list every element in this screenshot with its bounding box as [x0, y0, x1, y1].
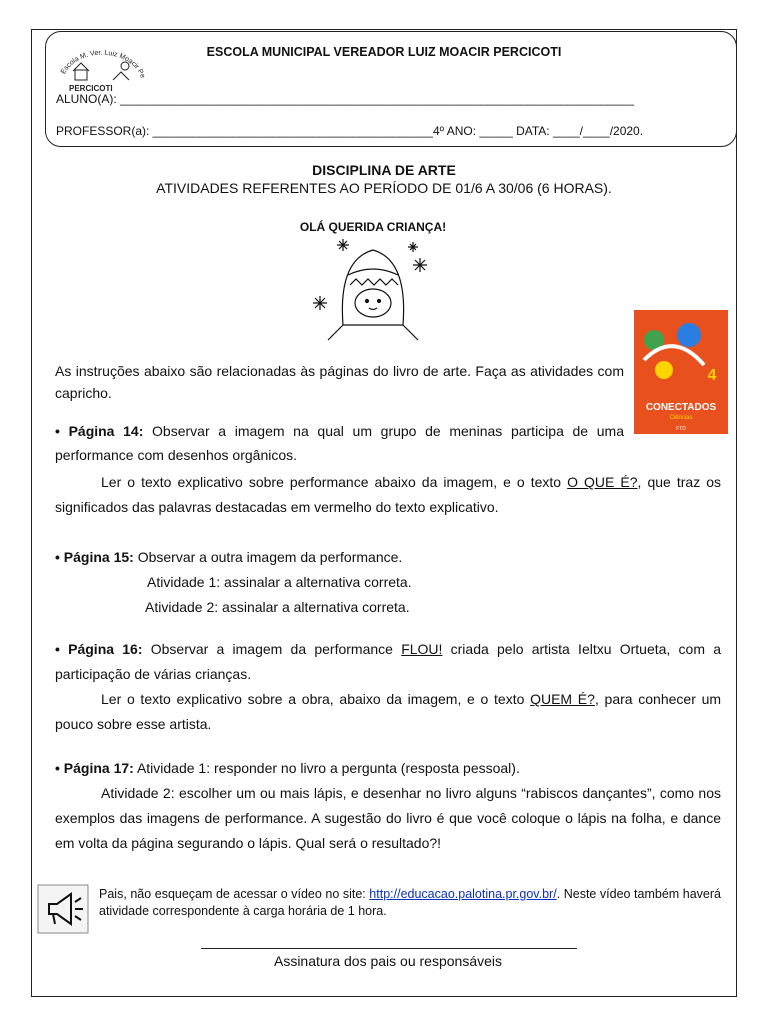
discipline-subtitle: ATIVIDADES REFERENTES AO PERÍODO DE 01/6 A 30/06 (6 HORAS).: [156, 180, 612, 196]
quem-e-link: QUEM É?: [530, 691, 595, 707]
svg-text:PERCICOTI: PERCICOTI: [69, 84, 113, 93]
svg-text:4: 4: [707, 367, 717, 384]
signature-label: Assinatura dos pais ou responsáveis: [273, 953, 503, 969]
professor-field[interactable]: PROFESSOR(a): __________________________________________4º ANO: _____ DATA: ____/____/2020.: [56, 124, 644, 138]
page17-block: • Página 17: Atividade 1: responder no livro a pergunta (resposta pessoal). Atividade 2: escolher um ou mais lápis, e desenhar no livro alguns “rabiscos dançantes”, como nos exemplos das imagens de performance. A sugestão do livro é que você coloque o lápis na folha, e dance em volta da página segurando o lápis. Qual será o resultado?!: [55, 760, 721, 851]
o-que-e-link: O QUE É?: [567, 474, 638, 490]
svg-text:CONECTADOS: CONECTADOS: [645, 402, 717, 413]
page14-text: Observar a imagem na qual um grupo de meninas participa de uma performance com desenhos orgânicos.: [55, 423, 624, 463]
page15-label: • Página 15:: [55, 549, 134, 565]
aluno-field[interactable]: ALUNO(A): _____________________________________________________________________________: [56, 92, 634, 106]
svg-text:FTD: FTD: [676, 426, 686, 432]
book-cover-image: [634, 310, 728, 434]
greeting-illustration: [298, 215, 448, 345]
svg-text:OLÁ QUERIDA CRIANÇA!: OLÁ QUERIDA CRIANÇA!: [299, 220, 447, 234]
page15-activity2: Atividade 2: assinalar a alternativa correta.: [145, 599, 410, 615]
intro-text: As instruções abaixo são relacionadas às páginas do livro de arte. Faça as atividades com capricho.: [55, 363, 624, 401]
megaphone-icon: [37, 884, 89, 934]
school-name: ESCOLA MUNICIPAL VEREADOR LUIZ MOACIR PERCICOTI: [206, 45, 562, 59]
page15-activity1: Atividade 1: assinalar a alternativa correta.: [147, 574, 412, 590]
parents-notice: Pais, não esqueçam de acessar o vídeo no site: http://educacao.palotina.pr.gov.br/. Neste vídeo também haverá atividade correspondente à carga horária de 1 hora.: [99, 887, 721, 918]
flou-link: FLOU!: [401, 641, 443, 657]
svg-text:Escola M. Ver. Luiz Moacir Per: Escola M. Ver. Luiz Moacir Pe: [60, 49, 146, 80]
page17-activity2: Atividade 2: escolher um ou mais lápis, e desenhar no livro alguns “rabiscos dançantes”, como nos exemplos das imagens de performance. A sugestão do livro é que você coloque o lápis na folha, e dance em volta da página segurando o lápis. Qual será o resultado?!: [55, 785, 721, 851]
signature-line: [201, 948, 577, 949]
page15-block: • Página 15: Observar a outra imagem da performance. Atividade 1: assinalar a alternativa correta. Atividade 2: assinalar a alternativa correta.: [55, 549, 412, 615]
page14-label: • Página 14:: [55, 423, 144, 439]
page14-block: [55, 419, 624, 467]
page16-block: • Página 16: Observar a imagem da performance FLOU! criada pelo artista Ieltxu Ortueta, com a participação de várias crianças. Ler o texto explicativo sobre a obra, abaixo da imagem, e o texto QUEM É?, para conhecer um pouco sobre esse artista.: [55, 641, 722, 732]
page16-label: • Página 16:: [55, 641, 143, 657]
video-site-link[interactable]: http://educacao.palotina.pr.gov.br/: [369, 887, 557, 901]
page17-label: • Página 17:: [55, 760, 134, 776]
svg-text:Ciências: Ciências: [669, 415, 693, 421]
discipline-title: DISCIPLINA DE ARTE: [312, 162, 456, 178]
page14-text2: Ler o texto explicativo sobre performance abaixo da imagem, e o texto O QUE É?, que traz os significados das palavras destacadas em vermelho do texto explicativo.: [55, 474, 722, 515]
